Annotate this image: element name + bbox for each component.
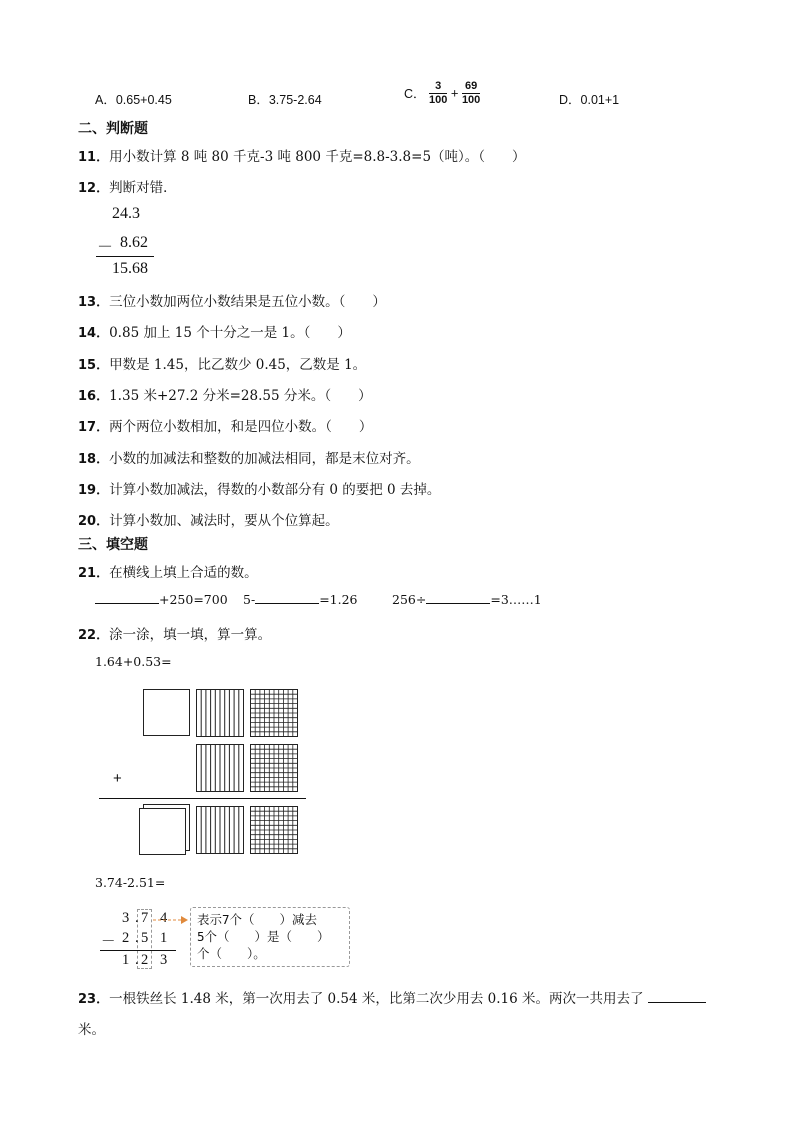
calc-line <box>96 256 154 257</box>
question-17 <box>78 415 372 435</box>
question-11 <box>78 145 526 165</box>
answer-blank[interactable] <box>426 603 490 604</box>
question-21 <box>78 561 258 581</box>
section-title-judgment: 二、判断题 <box>78 121 148 137</box>
digit: 3 <box>122 910 130 926</box>
question-number: 20． <box>78 514 110 529</box>
question-text: 判断对错． <box>109 180 177 196</box>
question-number: 19． <box>78 483 110 498</box>
fraction-numerator: 3 <box>429 80 447 94</box>
whole-square <box>143 689 190 736</box>
question-16 <box>78 384 372 404</box>
plus-sign: + <box>113 770 122 787</box>
hundredths-grid <box>250 689 298 737</box>
difference-line <box>100 950 176 951</box>
question-number: 14． <box>78 326 110 341</box>
tenths-block <box>196 744 244 792</box>
option-c <box>404 80 480 106</box>
q21-item-a-text: +250=700 <box>159 592 228 607</box>
q21-item-c-suffix: =3……1 <box>490 592 542 607</box>
question-number: 12． <box>78 181 110 196</box>
answer-blank[interactable] <box>648 1002 706 1003</box>
question-text: 用小数计算 8 吨 80 千克-3 吨 800 千克=8.8-3.8=5（吨）。（ ） <box>109 149 526 165</box>
question-text: 计算小数加、减法时，要从个位算起。 <box>109 513 339 529</box>
answer-blank[interactable] <box>95 603 159 604</box>
question-text: 0.85 加上 15 个十分之一是 1。（ ） <box>109 325 351 341</box>
question-22 <box>78 623 271 643</box>
fraction-numerator: 69 <box>462 80 480 94</box>
option-b: B．3.75-2.64 <box>248 93 322 107</box>
question-20 <box>78 509 339 529</box>
q21-item-b-prefix: 5- <box>243 592 256 607</box>
calc-top-number: 24.3 <box>112 205 140 222</box>
question-23 <box>78 987 706 1007</box>
fraction-69-100 <box>462 80 480 106</box>
q22-expression-1: 1.64+0.53= <box>95 654 172 669</box>
digit: 5 <box>141 930 149 946</box>
digit: 2 <box>122 930 130 946</box>
question-number: 13． <box>78 295 110 310</box>
hundredths-grid <box>250 744 298 792</box>
tenths-block <box>196 806 244 854</box>
question-text: 1.35 米+27.2 分米=28.55 分米。（ ） <box>109 388 372 404</box>
question-text: 一根铁丝长 1.48 米，第一次用去了 0.54 米，比第二次少用去 0.16 米。两次一共用去了 <box>109 991 644 1007</box>
question-23-unit: 米。 <box>78 1022 105 1038</box>
question-number: 18． <box>78 452 110 467</box>
question-text: 在横线上填上合适的数。 <box>109 565 258 581</box>
digit: 1 <box>122 952 130 968</box>
decimal-point: . <box>135 930 139 946</box>
explanation-line-3: 个（ ）。 <box>197 946 266 961</box>
minus-sign: － <box>101 934 116 950</box>
digit: 2 <box>141 952 149 968</box>
digit: 7 <box>141 910 149 926</box>
question-13 <box>78 290 386 310</box>
question-12 <box>78 176 177 196</box>
question-text: 甲数是 1.45，比乙数少 0.45，乙数是 1。 <box>109 357 367 373</box>
question-text: 小数的加减法和整数的加减法相同，都是末位对齐。 <box>109 451 420 467</box>
question-14 <box>78 321 351 341</box>
plus-sign: + <box>450 85 459 101</box>
explanation-box <box>190 907 350 967</box>
explanation-line-2: 5个（ ）是（ ） <box>197 929 330 944</box>
question-18 <box>78 447 420 467</box>
question-19 <box>78 478 440 498</box>
q21-item-b-suffix: =1.26 <box>319 592 358 607</box>
q21-item-a <box>95 592 228 607</box>
calc-result: 15.68 <box>112 260 148 277</box>
fraction-3-100 <box>429 80 447 106</box>
tenths-block <box>196 689 244 737</box>
q21-item-c-prefix: 256÷ <box>392 592 427 607</box>
fraction-denominator: 100 <box>429 93 448 106</box>
sum-line <box>99 798 306 799</box>
option-d: D．0.01+1 <box>559 93 620 107</box>
question-number: 22． <box>78 628 110 643</box>
question-text: 计算小数加减法，得数的小数部分有 0 的要把 0 去掉。 <box>109 482 441 498</box>
digit: 3 <box>160 952 168 968</box>
option-a: A．0.65+0.45 <box>95 93 172 107</box>
option-c-label: C． <box>404 87 426 102</box>
question-number: 16． <box>78 389 110 404</box>
calc-subtrahend: 8.62 <box>120 234 148 251</box>
question-number: 11． <box>78 150 110 165</box>
section-title-fill-in: 三、填空题 <box>78 537 148 553</box>
question-text: 三位小数加两位小数结果是五位小数。（ ） <box>109 294 386 310</box>
fraction-denominator: 100 <box>461 93 481 106</box>
question-15 <box>78 353 366 373</box>
arrow-icon <box>152 914 190 926</box>
digit: 4 <box>160 910 168 926</box>
q21-item-c <box>392 592 542 607</box>
question-number: 21． <box>78 566 110 581</box>
whole-square-front <box>139 808 186 855</box>
answer-blank[interactable] <box>255 603 319 604</box>
hundredths-grid <box>250 806 298 854</box>
question-number: 23． <box>78 992 110 1007</box>
explanation-line-1: 表示7个（ ）减去 <box>197 912 318 927</box>
q21-item-b <box>243 592 358 607</box>
decimal-point: . <box>135 952 139 968</box>
question-number: 15． <box>78 358 110 373</box>
question-text: 两个两位小数相加，和是四位小数。（ ） <box>109 419 373 435</box>
calc-minus-sign: － <box>97 239 114 256</box>
digit: 1 <box>160 930 168 946</box>
decimal-point: . <box>135 910 139 926</box>
question-text: 涂一涂，填一填，算一算。 <box>109 627 272 643</box>
question-number: 17． <box>78 420 110 435</box>
q22-expression-2: 3.74-2.51= <box>95 875 166 890</box>
